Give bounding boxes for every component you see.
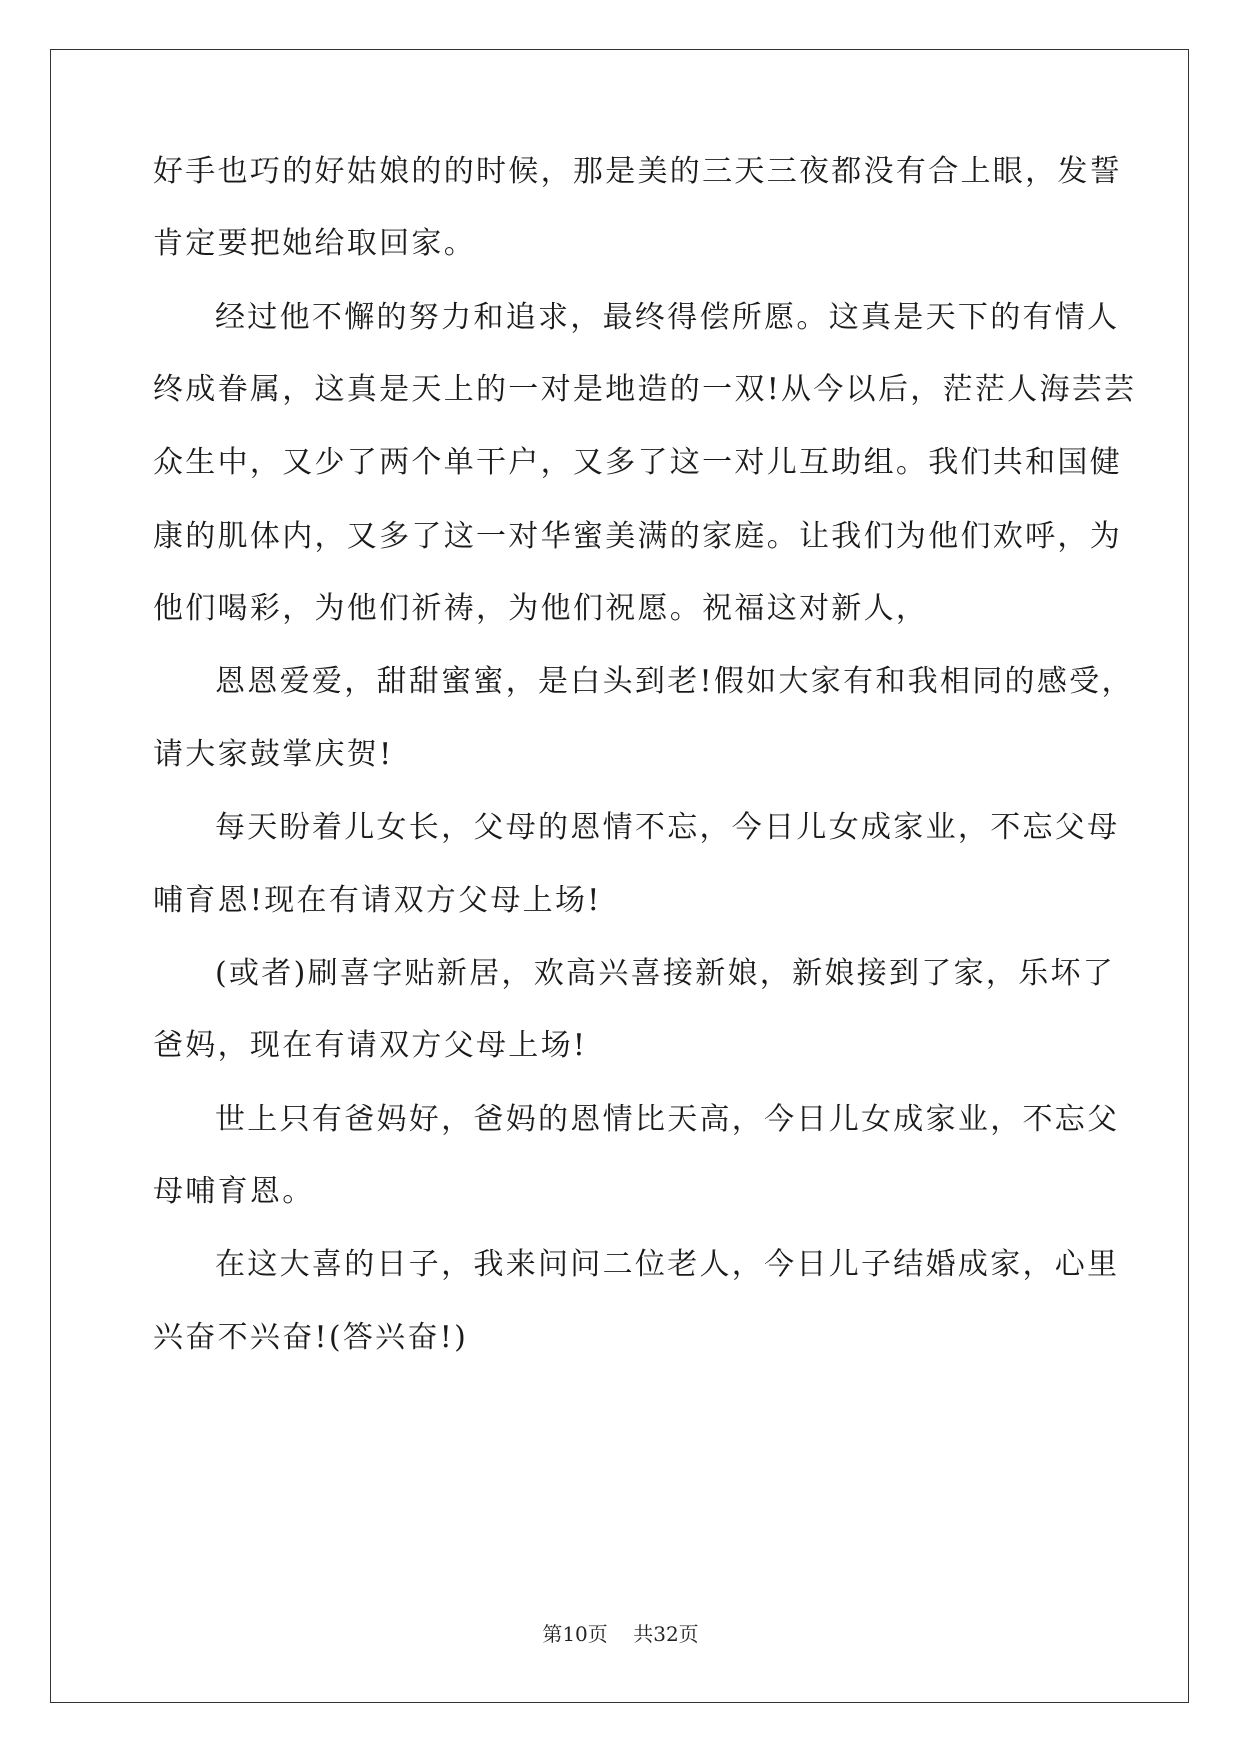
paragraph-line: 终成眷属，这真是天上的一对是地造的一双!从今以后，茫茫人海芸芸 xyxy=(153,372,1137,407)
page-number: 第10页 xyxy=(542,1622,608,1646)
paragraph-line: 哺育恩!现在有请双方父母上场! xyxy=(153,883,602,918)
paragraph-line: 肯定要把她给取回家。 xyxy=(153,226,476,261)
paragraph-line: (或者)刷喜字贴新居，欢高兴喜接新娘，新娘接到了家，乐坏了 xyxy=(215,956,1116,991)
paragraph-line: 兴奋不兴奋!(答兴奋!) xyxy=(153,1320,469,1355)
paragraph-line: 每天盼着儿女长，父母的恩情不忘，今日儿女成家业，不忘父母 xyxy=(215,810,1120,845)
paragraph-line: 康的肌体内，又多了这一对华蜜美满的家庭。让我们为他们欢呼，为 xyxy=(153,519,1122,554)
paragraph-line: 在这大喜的日子，我来问问二位老人，今日儿子结婚成家，心里 xyxy=(215,1247,1120,1282)
paragraph-line: 请大家鼓掌庆贺! xyxy=(153,737,394,772)
page-total: 共32页 xyxy=(633,1622,699,1646)
paragraph-line: 世上只有爸妈好，爸妈的恩情比天高，今日儿女成家业，不忘父 xyxy=(215,1102,1120,1137)
page-footer xyxy=(0,1622,1241,1646)
paragraph-line: 恩恩爱爱，甜甜蜜蜜，是白头到老!假如大家有和我相同的感受， xyxy=(215,664,1134,699)
footer-spacer xyxy=(608,1622,633,1646)
paragraph-line: 好手也巧的好姑娘的的时候，那是美的三天三夜都没有合上眼，发誓 xyxy=(153,154,1122,189)
paragraph-line: 爸妈，现在有请双方父母上场! xyxy=(153,1028,588,1063)
paragraph-line: 母哺育恩。 xyxy=(153,1174,315,1209)
paragraph-line: 经过他不懈的努力和追求，最终得偿所愿。这真是天下的有情人 xyxy=(215,300,1120,335)
paragraph-line: 他们喝彩，为他们祈祷，为他们祝愿。祝福这对新人， xyxy=(153,591,929,626)
paragraph-line: 众生中，又少了两个单干户，又多了这一对儿互助组。我们共和国健 xyxy=(153,445,1122,480)
